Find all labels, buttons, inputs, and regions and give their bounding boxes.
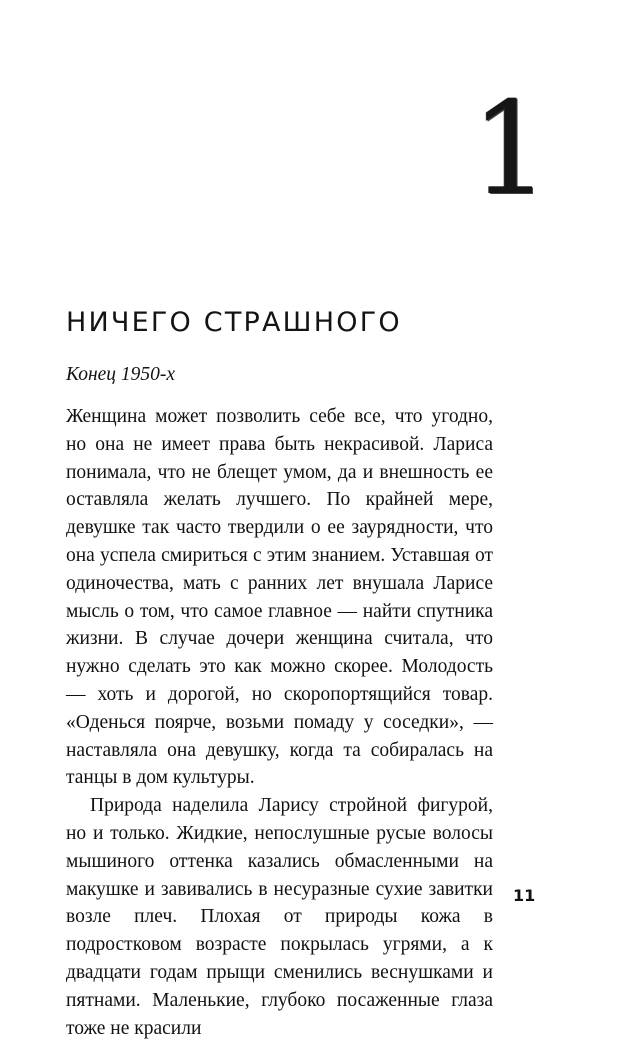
body-text [66,403,493,1042]
paragraph: Природа наделила Ларису стройной фигурой, но и только. Жидкие, непослушные русые волосы мышиного оттенка казались обмасленными на макушке и завивались в несуразные сухие завитки возле плеч. Плохая от природы кожа в подростковом возрасте покрылась угрями, а к двадцати годам прыщи сменились веснушками и пятнами. Маленькие, глубоко посаженные глаза тоже не красили [66,795,493,1039]
chapter-period: Конец 1950-х [66,364,176,385]
chapter-number [470,75,546,224]
chapter-title: НИЧЕГО СТРАШНОГО [66,307,402,338]
paragraph: Женщина может позволить себе все, что угодно, но она не имеет права быть некрасивой. Лариса понимала, что не блещет умом, да и внешность ее оставляла желать лучшего. По крайней мере, девушке так часто твердили о ее заурядности, что она успела смириться с этим знанием. Уставшая от одиночества, мать с ранних лет внушала Ларисе мысль о том, что самое главное — найти спутника жизни. В случае дочери женщина считала, что нужно сделать это как можно скорее. Молодость — хоть и дорогой, но скоропортящийся товар. «Оденься поярче, возьми помаду у соседки», — наставляла она девушку, когда та собиралась на танцы в дом культуры. [66,406,493,789]
page-number: 11 [513,886,536,905]
chapter-number-glyph: 1 [471,75,546,224]
